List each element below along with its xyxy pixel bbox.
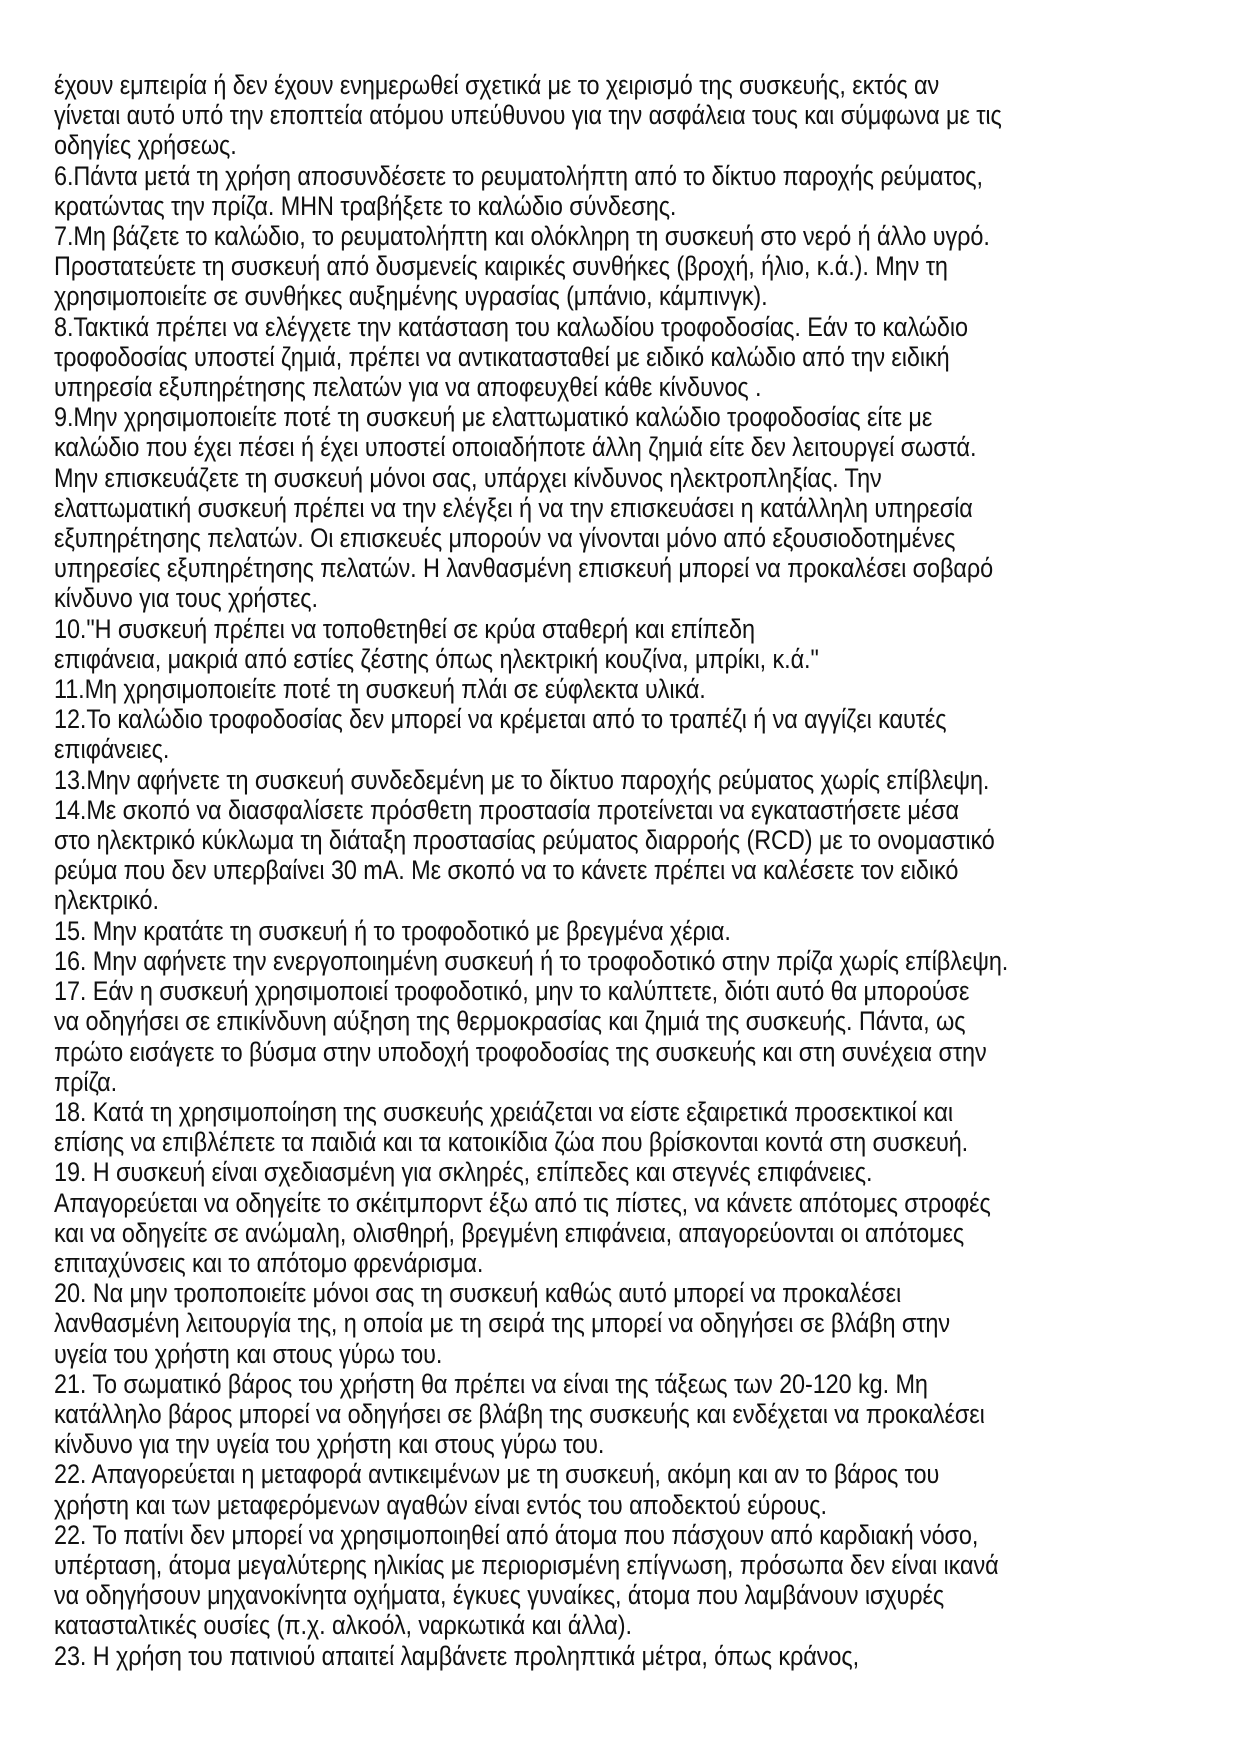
text-line: ηλεκτρικό. [54, 885, 159, 916]
text-line: κίνδυνο για την υγεία του χρήστη και στους γύρω του. [54, 1429, 605, 1460]
text-line: χρησιμοποιείτε σε συνθήκες αυξημένης υγρασίας (μπάνιο, κάμπινγκ). [54, 281, 768, 312]
text-line: 21. Το σωματικό βάρος του χρήστη θα πρέπει να είναι της τάξεως των 20-120 kg. Μη [54, 1368, 928, 1399]
text-line: 22. Απαγορεύεται η μεταφορά αντικειμένων με τη συσκευή, ακόμη και αν το βάρος του [54, 1459, 940, 1490]
text-line: 9.Μην χρησιμοποιείτε ποτέ τη συσκευή με ελαττωματικό καλώδιο τροφοδοσίας είτε με [54, 402, 933, 433]
text-line: γίνεται αυτό υπό την εποπτεία ατόμου υπεύθυνου για την ασφάλεια τους και σύμφωνα με τις [54, 100, 1002, 131]
text-line: λανθασμένη λειτουργία της, η οποία με τη σειρά της μπορεί να οδηγήσει σε βλάβη στην [54, 1308, 950, 1339]
document-page [54, 70, 1063, 1671]
text-line: ελαττωματική συσκευή πρέπει να την ελέγξει ή να την επισκευάσει η κατάλληλη υπηρεσία [54, 492, 973, 523]
text-line: τροφοδοσίας υποστεί ζημιά, πρέπει να αντικατασταθεί με ειδικό καλώδιο από την ειδική [54, 341, 950, 372]
text-line: επιταχύνσεις και το απότομο φρενάρισμα. [54, 1247, 484, 1278]
text-line: εξυπηρέτησης πελατών. Οι επισκευές μπορούν να γίνονται μόνο από εξουσιοδοτημένες [54, 523, 956, 554]
text-line: υπέρταση, άτομα μεγαλύτερης ηλικίας με περιορισμένη επίγνωση, πρόσωπα δεν είναι ικανά [54, 1549, 999, 1580]
text-line: 22. Το πατίνι δεν μπορεί να χρησιμοποιηθεί από άτομα που πάσχουν από καρδιακή νόσο, [54, 1519, 979, 1550]
text-line: 11.Μη χρησιμοποιείτε ποτέ τη συσκευή πλάι σε εύφλεκτα υλικά. [54, 674, 706, 705]
text-line: έχουν εμπειρία ή δεν έχουν ενημερωθεί σχετικά με το χειρισμό της συσκευής, εκτός αν [54, 70, 940, 100]
text-line: κατασταλτικές ουσίες (π.χ. αλκοόλ, ναρκωτικά και άλλα). [54, 1610, 632, 1641]
text-line: 23. Η χρήση του πατινιού απαιτεί λαμβάνετε προληπτικά μέτρα, όπως κράνος, [54, 1640, 860, 1671]
text-line: στο ηλεκτρικό κύκλωμα τη διάταξη προστασίας ρεύματος διαρροής (RCD) με το ονομαστικό [54, 825, 995, 856]
text-line: πρώτο εισάγετε το βύσμα στην υποδοχή τροφοδοσίας της συσκευής και στη συνέχεια στην [54, 1036, 987, 1067]
text-line: να οδηγήσουν μηχανοκίνητα οχήματα, έγκυες γυναίκες, άτομα που λαμβάνουν ισχυρές [54, 1580, 945, 1611]
text-line: 16. Μην αφήνετε την ενεργοποιημένη συσκευή ή το τροφοδοτικό στην πρίζα χωρίς επίβλεψη. [54, 945, 1009, 976]
text-line: κρατώντας την πρίζα. ΜΗΝ τραβήξετε το καλώδιο σύνδεσης. [54, 190, 677, 221]
text-line: Μην επισκευάζετε τη συσκευή μόνοι σας, υπάρχει κίνδυνος ηλεκτροπληξίας. Την [54, 462, 882, 493]
text-line: Απαγορεύεται να οδηγείτε το σκέιτμπορντ έξω από τις πίστες, να κάνετε απότομες στροφές [54, 1187, 991, 1218]
text-line: 12.Το καλώδιο τροφοδοσίας δεν μπορεί να κρέμεται από το τραπέζι ή να αγγίζει καυτές [54, 704, 947, 735]
text-line: υγεία του χρήστη και στους γύρω του. [54, 1338, 443, 1369]
text-line: Προστατεύετε τη συσκευή από δυσμενείς καιρικές συνθήκες (βροχή, ήλιο, κ.ά.). Μην τη [54, 251, 948, 282]
text-line: επιφάνειες. [54, 734, 170, 765]
text-line: 8.Τακτικά πρέπει να ελέγχετε την κατάσταση του καλωδίου τροφοδοσίας. Εάν το καλώδιο [54, 311, 968, 342]
text-line: κίνδυνο για τους χρήστες. [54, 583, 318, 614]
text-line: επιφάνεια, μακριά από εστίες ζέστης όπως ηλεκτρική κουζίνα, μπρίκι, κ.ά." [54, 643, 819, 674]
text-line: επίσης να επιβλέπετε τα παιδιά και τα κατοικίδια ζώα που βρίσκονται κοντά στη συσκευή. [54, 1127, 969, 1158]
text-line: καλώδιο που έχει πέσει ή έχει υποστεί οποιαδήποτε άλλη ζημιά είτε δεν λειτουργεί σωστά. [54, 432, 977, 463]
text-line: 20. Να μην τροποποιείτε μόνοι σας τη συσκευή καθώς αυτό μπορεί να προκαλέσει [54, 1278, 902, 1309]
text-line: και να οδηγείτε σε ανώμαλη, ολισθηρή, βρεγμένη επιφάνεια, απαγορεύονται οι απότομες [54, 1217, 965, 1248]
text-line: ρεύμα που δεν υπερβαίνει 30 mA. Με σκοπό να το κάνετε πρέπει να καλέσετε τον ειδικό [54, 855, 959, 886]
text-line: 17. Εάν η συσκευή χρησιμοποιεί τροφοδοτικό, μην το καλύπτετε, διότι αυτό θα μπορούσε [54, 976, 970, 1007]
text-line: οδηγίες χρήσεως. [54, 130, 237, 161]
text-line: πρίζα. [54, 1066, 118, 1097]
text-line: χρήστη και των μεταφερόμενων αγαθών είναι εντός του αποδεκτού εύρους. [54, 1489, 827, 1520]
text-line: υπηρεσίες εξυπηρέτησης πελατών. Η λανθασμένη επισκευή μπορεί να προκαλέσει σοβαρό [54, 553, 994, 584]
text-line: υπηρεσία εξυπηρέτησης πελατών για να αποφευχθεί κάθε κίνδυνος . [54, 372, 762, 403]
text-line: 18. Κατά τη χρησιμοποίηση της συσκευής χρειάζεται να είστε εξαιρετικά προσεκτικοί και [54, 1096, 953, 1127]
text-line: 6.Πάντα μετά τη χρήση αποσυνδέσετε το ρευματολήπτη από το δίκτυο παροχής ρεύματος, [54, 160, 983, 191]
text-line: 7.Μη βάζετε το καλώδιο, το ρευματολήπτη και ολόκληρη τη συσκευή στο νερό ή άλλο υγρό. [54, 221, 990, 252]
text-line: 15. Μην κρατάτε τη συσκευή ή το τροφοδοτικό με βρεγμένα χέρια. [54, 915, 731, 946]
text-line: να οδηγήσει σε επικίνδυνη αύξηση της θερμοκρασίας και ζημιά της συσκευής. Πάντα, ως [54, 1006, 966, 1037]
text-line: 10."Η συσκευή πρέπει να τοποθετηθεί σε κρύα σταθερή και επίπεδη [54, 613, 755, 644]
text-line: 14.Με σκοπό να διασφαλίσετε πρόσθετη προστασία προτείνεται να εγκαταστήσετε μέσα [54, 794, 959, 825]
text-line: 19. Η συσκευή είναι σχεδιασμένη για σκληρές, επίπεδες και στεγνές επιφάνειες. [54, 1157, 873, 1188]
text-line: κατάλληλο βάρος μπορεί να οδηγήσει σε βλάβη της συσκευής και ενδέχεται να προκαλέσει [54, 1398, 985, 1429]
text-line: 13.Μην αφήνετε τη συσκευή συνδεδεμένη με το δίκτυο παροχής ρεύματος χωρίς επίβλεψη. [54, 764, 990, 795]
